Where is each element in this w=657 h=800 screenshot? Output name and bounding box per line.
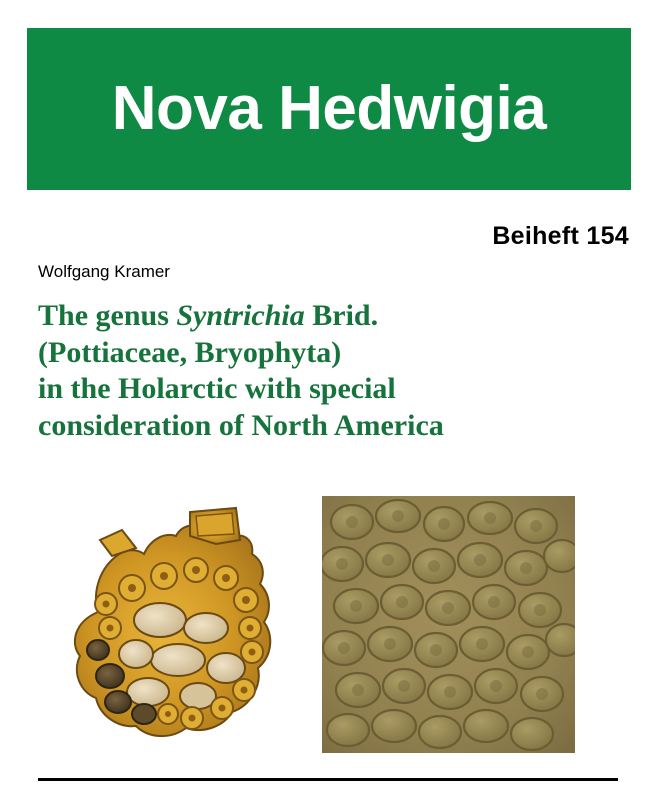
- journal-title: Nova Hedwigia: [111, 74, 547, 143]
- cross-section-svg: [40, 500, 300, 750]
- title-line-2: (Pottiaceae, Bryophyta): [38, 335, 342, 369]
- title-line-1-post: Brid.: [304, 299, 379, 332]
- author-name: Wolfgang Kramer: [38, 262, 170, 281]
- figure-row: [0, 486, 657, 758]
- bottom-divider: [38, 778, 618, 781]
- leaf-cells-photomicrograph: [322, 496, 575, 753]
- title-line-1: [38, 298, 618, 335]
- leaf-cross-section-micrograph: [40, 500, 300, 750]
- journal-masthead: [27, 28, 631, 190]
- title-line-4: consideration of North America: [38, 408, 444, 442]
- title-line-1-pre: The genus: [38, 299, 177, 332]
- issue-number: Beiheft 154: [492, 222, 629, 250]
- title-genus-name: Syntrichia: [176, 299, 305, 332]
- page-title: [38, 298, 618, 444]
- title-line-3: in the Holarctic with special: [38, 372, 396, 406]
- photomicrograph-svg: [322, 496, 575, 753]
